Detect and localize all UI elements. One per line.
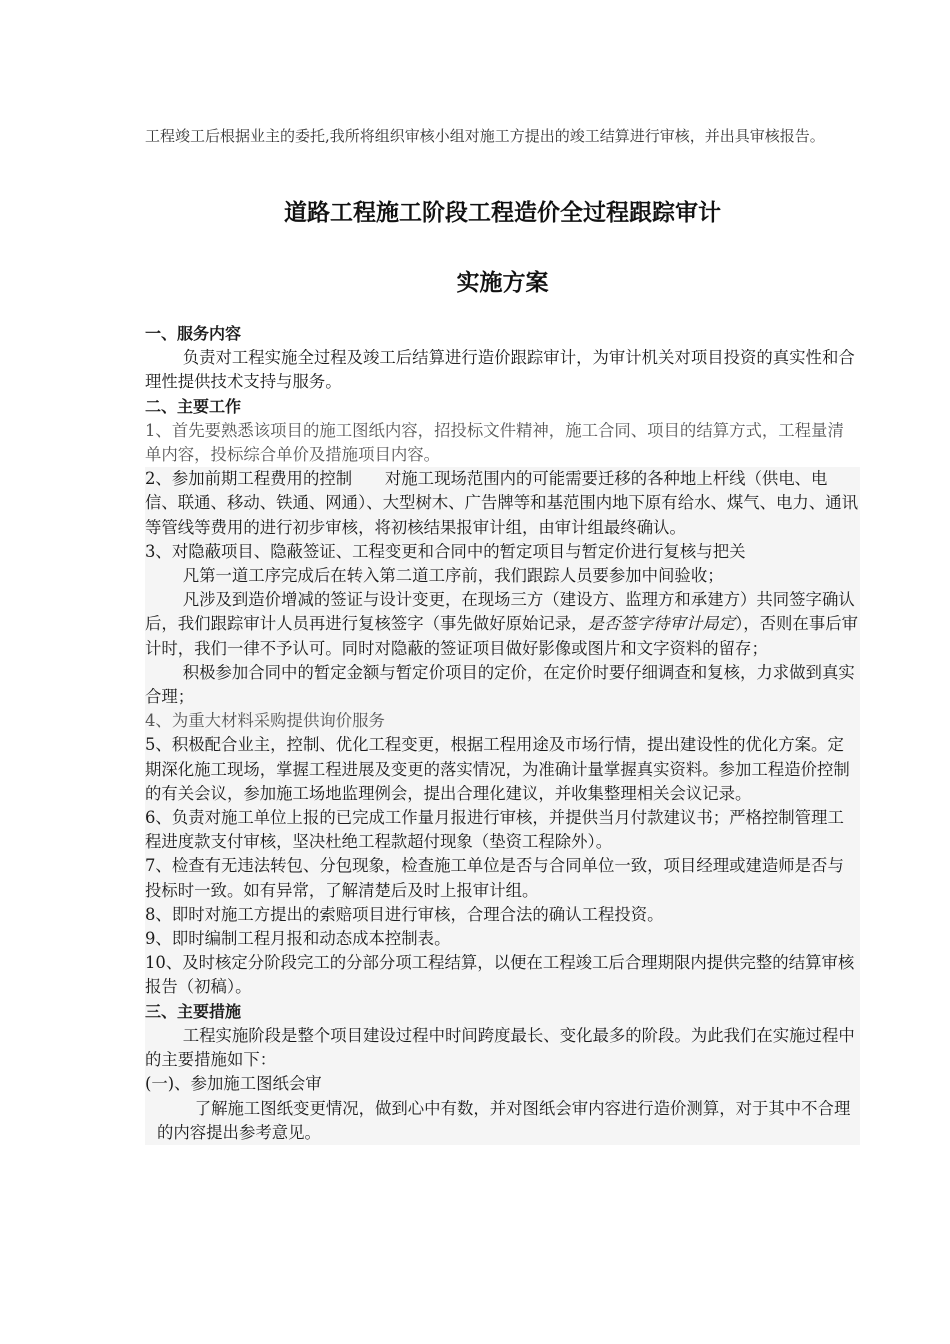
measures-paragraph: 工程实施阶段是整个项目建设过程中时间跨度最长、变化最多的阶段。为此我们在实施过程中的主要措施如下： bbox=[145, 1025, 855, 1070]
work-item-3-para-1: 凡第一道工序完成后在转入第二道工序前，我们跟踪人员要参加中间验收； bbox=[182, 566, 724, 586]
measures-sub-paragraph-1: 了解施工图纸变更情况，做到心中有数，并对图纸会审内容进行造价测算，对于其中不合理的内容提出参考意见。 bbox=[157, 1098, 851, 1142]
work-item-6: 6、负责对施工单位上报的已完成工作量月报进行审核，并提供当月付款建议书；严格控制管理工程进度款支付审核，坚决杜绝工程款超付现象（垫资工程除外）。 bbox=[145, 808, 844, 852]
work-item-3-para-2-text-a: 凡涉及到造价增减的签证与设计变更，在现场三方（建设方、监理方和承建方）共同签字确认后，我们跟踪审计人员再进行复核签字（事先做好原始记录， bbox=[145, 590, 855, 634]
work-items-shaded-block bbox=[145, 467, 860, 1145]
work-item-3: 3、对隐蔽项目、隐蔽签证、工程变更和合同中的暂定项目与暂定价进行复核与把关 bbox=[145, 541, 746, 561]
work-item-5: 5、积极配合业主，控制、优化工程变更，根据工程用途及市场行情，提出建设性的优化方案。定期深化施工现场，掌握工程进展及变更的落实情况，为准确计量掌握真实资料。参加工程造价控制的有关会议，参加施工场地监理例会，提出合理化建议，并收集整理相关会议记录。 bbox=[145, 735, 850, 803]
work-item-7: 7、检查有无违法转包、分包现象，检查施工单位是否与合同单位一致，项目经理或建造师是否与投标时一致。如有异常，了解清楚后及时上报审计组。 bbox=[145, 856, 844, 900]
work-item-2: 2、参加前期工程费用的控制 对施工现场范围内的可能需要迁移的各种地上杆线（供电、电信、联通、移动、铁通、网通）、大型树木、广告牌等和基范围内地下原有给水、煤气、电力、通讯等管线等费用的进行初步审核，将初核结果报审计组，由审计组最终确认。 bbox=[145, 469, 858, 537]
document-body bbox=[145, 322, 860, 1145]
measures-sub-heading-1: (一)、参加施工图纸会审 bbox=[145, 1074, 322, 1094]
document-subtitle: 实施方案 bbox=[456, 270, 549, 296]
work-item-9: 9、即时编制工程月报和动态成本控制表。 bbox=[145, 929, 451, 949]
work-item-3-para-2 bbox=[145, 588, 860, 661]
work-item-8: 8、即时对施工方提出的索赔项目进行审核，合理合法的确认工程投资。 bbox=[145, 904, 664, 924]
work-item-3-para-3: 积极参加合同中的暂定金额与暂定价项目的定价，在定价时要仔细调查和复核，力求做到真实合理； bbox=[145, 662, 855, 707]
section-heading-main-work: 二、主要工作 bbox=[145, 396, 242, 416]
work-item-3-para-2-italic: 是否签字待审计局定 bbox=[587, 614, 736, 634]
section-heading-measures: 三、主要措施 bbox=[145, 1001, 242, 1021]
work-item-4: 4、为重大材料采购提供询价服务 bbox=[145, 711, 385, 731]
section-heading-services: 一、服务内容 bbox=[145, 324, 242, 343]
work-item-1: 1、首先要熟悉该项目的施工图纸内容，招投标文件精神，施工合同、项目的结算方式，工程量清单内容，投标综合单价及措施项目内容。 bbox=[145, 420, 844, 465]
work-item-10: 10、及时核定分阶段完工的分部分项工程结算，以便在工程竣工后合理期限内提供完整的结算审核报告（初稿）。 bbox=[145, 953, 855, 997]
services-paragraph: 负责对工程实施全过程及竣工后结算进行造价跟踪审计，为审计机关对项目投资的真实性和合理性提供技术支持与服务。 bbox=[145, 348, 855, 392]
document-title: 道路工程施工阶段工程造价全过程跟踪审计 bbox=[284, 200, 721, 226]
intro-paragraph: 工程竣工后根据业主的委托,我所将组织审核小组对施工方提出的竣工结算进行审核，并出具审核报告。 bbox=[145, 127, 825, 145]
work-item-3-para-2-text-c: ），否则在事后审计时，我们一律不予认可。同时对隐蔽的签证项目做好影像或图片和文字资料的留存； bbox=[145, 614, 858, 658]
